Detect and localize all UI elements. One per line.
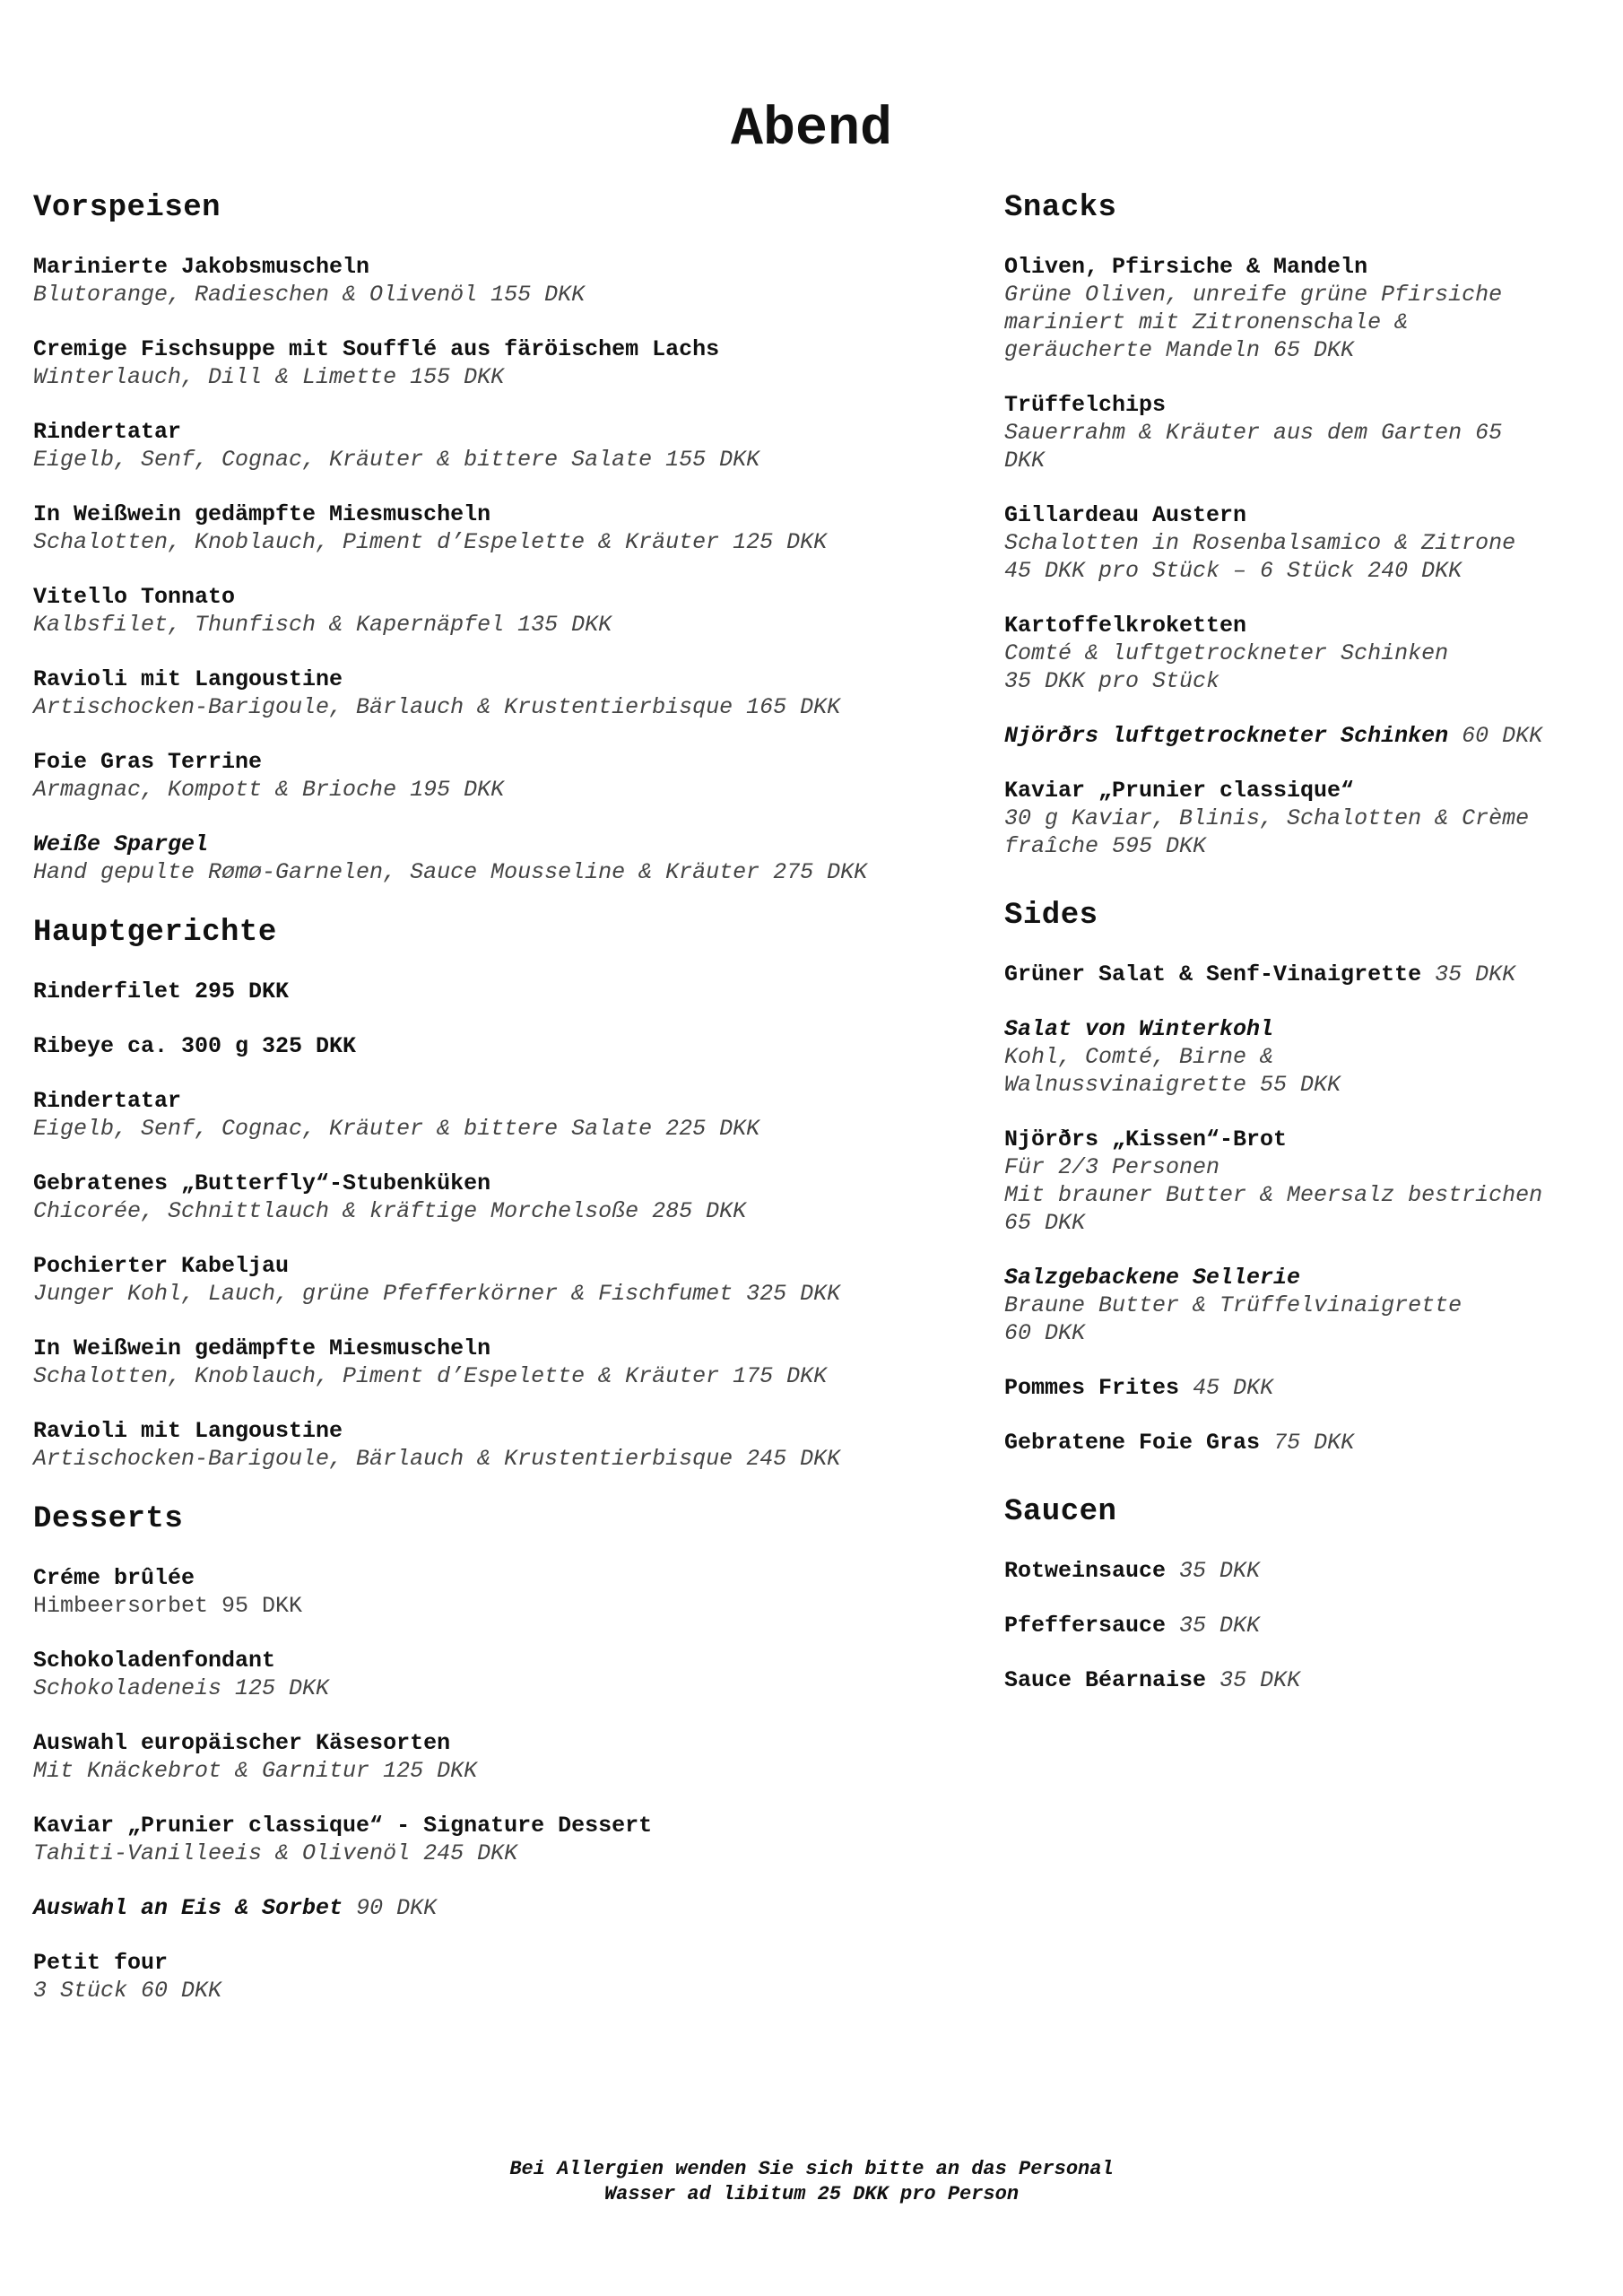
menu-item: [1004, 612, 1623, 695]
item-name: Foie Gras Terrine: [33, 749, 263, 775]
menu-item: [1004, 1666, 1623, 1694]
item-desc: Junger Kohl, Lauch, grüne Pfefferkörner & Fischfumet 325 DKK: [33, 1281, 841, 1307]
item-desc: Eigelb, Senf, Cognac, Kräuter & bittere Salate 155 DKK: [33, 447, 760, 473]
desc-line: Sauerrahm & Kräuter aus dem Garten 65: [1004, 420, 1503, 446]
item-desc: [1004, 529, 1623, 585]
item-desc: Armagnac, Kompott & Brioche 195 DKK: [33, 777, 505, 803]
item-name: Vitello Tonnato: [33, 584, 236, 610]
menu-item: [1004, 1126, 1623, 1237]
menu-item: [1004, 1429, 1623, 1457]
item-price: 60 DKK: [1462, 723, 1543, 749]
item-name: Njörðrs „Kissen“-Brot: [1004, 1126, 1288, 1152]
desc-line: Braune Butter & Trüffelvinaigrette: [1004, 1292, 1462, 1318]
item-desc: Kalbsfilet, Thunfisch & Kapernäpfel 135 DKK: [33, 612, 612, 638]
menu-item: [33, 500, 984, 556]
allergy-note: Bei Allergien wenden Sie sich bitte an das Personal: [509, 2158, 1114, 2180]
section-vorspeisen: [33, 188, 984, 886]
item-name: Gebratenes „Butterfly“-Stubenküken: [33, 1170, 491, 1196]
desc-line: Für 2/3 Personen: [1004, 1154, 1220, 1180]
menu-item: [33, 748, 984, 804]
item-name: Créme brûlée: [33, 1565, 195, 1591]
item-price: 90 DKK: [356, 1895, 438, 1921]
menu-item: [33, 1647, 984, 1702]
item-name: Gillardeau Austern: [1004, 502, 1247, 528]
water-note: Wasser ad libitum 25 DKK pro Person: [603, 2183, 1020, 2205]
item-price: 35 DKK: [1435, 961, 1516, 987]
section-title: Snacks: [1004, 191, 1117, 225]
item-name: Grüner Salat & Senf-Vinaigrette: [1004, 961, 1422, 987]
item-name: Kaviar „Prunier classique“ - Signature Dessert: [33, 1813, 653, 1839]
item-name: Marinierte Jakobsmuscheln: [33, 254, 370, 280]
menu-item: [33, 1949, 984, 2005]
item-price: 75 DKK: [1273, 1430, 1355, 1456]
item-desc: Artischocken-Barigoule, Bärlauch & Krustentierbisque 165 DKK: [33, 694, 841, 720]
section-title: Desserts: [33, 1502, 184, 1536]
menu-item: [33, 1729, 984, 1785]
item-name: Rindertatar: [33, 1088, 182, 1114]
item-name: Rindertatar: [33, 419, 182, 445]
desc-line: Kohl, Comté, Birne &: [1004, 1044, 1274, 1070]
menu-item: [1004, 722, 1623, 750]
item-name: Petit four: [33, 1950, 169, 1976]
menu-item: [1004, 1557, 1623, 1585]
menu-item: [33, 253, 984, 309]
item-desc: Tahiti-Vanilleeis & Olivenöl 245 DKK: [33, 1840, 518, 1866]
menu-item: [33, 1417, 984, 1473]
section-title: Sides: [1004, 899, 1098, 933]
section-saucen: [1004, 1492, 1623, 1694]
item-name: Ravioli mit Langoustine: [33, 1418, 343, 1444]
desc-line: 35 DKK pro Stück: [1004, 668, 1220, 694]
item-name: Kartoffelkroketten: [1004, 613, 1247, 639]
item-name: Cremige Fischsuppe mit Soufflé aus färöischem Lachs: [33, 336, 720, 362]
item-desc: [1004, 1153, 1623, 1237]
item-desc: 3 Stück 60 DKK: [33, 1978, 222, 2004]
item-name: Auswahl europäischer Käsesorten: [33, 1730, 451, 1756]
desc-line: Mit brauner Butter & Meersalz bestrichen: [1004, 1182, 1543, 1208]
menu-item: [33, 1170, 984, 1225]
menu-item: [33, 1812, 984, 1867]
section-title: Saucen: [1004, 1495, 1117, 1529]
section-sides: [1004, 896, 1623, 1457]
item-name: Sauce Béarnaise: [1004, 1667, 1207, 1693]
desc-line: geräucherte Mandeln 65 DKK: [1004, 337, 1355, 363]
menu-item: [33, 1564, 984, 1620]
menu-item: [1004, 501, 1623, 585]
desc-line: 45 DKK pro Stück – 6 Stück 240 DKK: [1004, 558, 1462, 584]
left-column: [33, 188, 984, 2031]
desc-line: fraîche 595 DKK: [1004, 833, 1207, 859]
item-name: Ravioli mit Langoustine: [33, 666, 343, 692]
item-desc: [1004, 419, 1623, 474]
item-name: Salzgebackene Sellerie: [1004, 1265, 1301, 1291]
menu-item: [33, 1087, 984, 1143]
item-price: 35 DKK: [1179, 1613, 1261, 1639]
item-desc: [1004, 281, 1623, 364]
desc-line: 60 DKK: [1004, 1320, 1086, 1346]
item-desc: Blutorange, Radieschen & Olivenöl 155 DKK: [33, 282, 586, 308]
menu-item: [33, 665, 984, 721]
section-snacks: [1004, 188, 1623, 860]
menu-item: [33, 1894, 984, 1922]
item-desc: [1004, 639, 1623, 695]
item-name: Weiße Spargel: [33, 831, 209, 857]
item-name: Salat von Winterkohl: [1004, 1016, 1274, 1042]
item-name: In Weißwein gedämpfte Miesmuscheln: [33, 501, 491, 527]
item-desc: [1004, 804, 1623, 860]
footer-note: [0, 2157, 1623, 2207]
item-name: Pfeffersauce: [1004, 1613, 1167, 1639]
item-name: Rinderfilet 295 DKK: [33, 978, 290, 1004]
item-name: Oliven, Pfirsiche & Mandeln: [1004, 254, 1368, 280]
item-name: Trüffelchips: [1004, 392, 1167, 418]
desc-line: 65 DKK: [1004, 1210, 1086, 1236]
menu-item: [1004, 1612, 1623, 1639]
desc-line: Grüne Oliven, unreife grüne Pfirsiche: [1004, 282, 1503, 308]
item-name: Pochierter Kabeljau: [33, 1253, 290, 1279]
menu-item: [33, 1252, 984, 1308]
menu-item: [33, 831, 984, 886]
menu-item: [1004, 777, 1623, 860]
item-name: Rotweinsauce: [1004, 1558, 1167, 1584]
item-desc: Eigelb, Senf, Cognac, Kräuter & bittere Salate 225 DKK: [33, 1116, 760, 1142]
item-name: Kaviar „Prunier classique“: [1004, 778, 1355, 804]
item-desc: Mit Knäckebrot & Garnitur 125 DKK: [33, 1758, 478, 1784]
item-name: Schokoladenfondant: [33, 1648, 276, 1674]
item-desc: Winterlauch, Dill & Limette 155 DKK: [33, 364, 505, 390]
item-name: Ribeye ca. 300 g 325 DKK: [33, 1033, 357, 1059]
desc-line: Walnussvinaigrette 55 DKK: [1004, 1072, 1341, 1098]
item-desc: [1004, 1043, 1623, 1099]
menu-item: [33, 418, 984, 474]
desc-line: DKK: [1004, 448, 1046, 474]
menu-item: [33, 1335, 984, 1390]
item-price: 35 DKK: [1219, 1667, 1301, 1693]
item-desc: Hand gepulte Rømø-Garnelen, Sauce Mousseline & Kräuter 275 DKK: [33, 859, 868, 885]
menu-item: [1004, 961, 1623, 988]
item-name: Pommes Frites: [1004, 1375, 1180, 1401]
menu-item: [33, 335, 984, 391]
menu-item: [1004, 253, 1623, 364]
item-desc: Schalotten, Knoblauch, Piment d’Espelette & Kräuter 125 DKK: [33, 529, 828, 555]
menu-item: [33, 1032, 984, 1060]
menu-item: [33, 978, 984, 1005]
item-name: Njörðrs luftgetrockneter Schinken: [1004, 723, 1449, 749]
section-title: Hauptgerichte: [33, 916, 277, 950]
menu-item: [1004, 1264, 1623, 1347]
section-hauptgerichte: [33, 913, 984, 1473]
item-desc: Himbeersorbet 95 DKK: [33, 1593, 303, 1619]
menu-item: [1004, 391, 1623, 474]
section-title: Vorspeisen: [33, 191, 221, 225]
item-desc: [1004, 1292, 1623, 1347]
desc-line: mariniert mit Zitronenschale &: [1004, 309, 1409, 335]
item-desc: Schokoladeneis 125 DKK: [33, 1675, 330, 1701]
item-name: In Weißwein gedämpfte Miesmuscheln: [33, 1335, 491, 1361]
item-name: Auswahl an Eis & Sorbet: [33, 1895, 343, 1921]
menu-item: [33, 583, 984, 639]
section-desserts: [33, 1500, 984, 2005]
desc-line: Comté & luftgetrockneter Schinken: [1004, 640, 1449, 666]
item-desc: Schalotten, Knoblauch, Piment d’Espelette & Kräuter 175 DKK: [33, 1363, 828, 1389]
page-title: Abend: [730, 100, 893, 161]
item-name: Gebratene Foie Gras: [1004, 1430, 1261, 1456]
item-price: 35 DKK: [1179, 1558, 1261, 1584]
item-desc: Chicorée, Schnittlauch & kräftige Morchelsoße 285 DKK: [33, 1198, 747, 1224]
menu-item: [1004, 1374, 1623, 1402]
desc-line: Schalotten in Rosenbalsamico & Zitrone: [1004, 530, 1516, 556]
menu-item: [1004, 1015, 1623, 1099]
desc-line: 30 g Kaviar, Blinis, Schalotten & Crème: [1004, 805, 1530, 831]
item-desc: Artischocken-Barigoule, Bärlauch & Krustentierbisque 245 DKK: [33, 1446, 841, 1472]
right-column: [1004, 188, 1623, 1721]
item-price: 45 DKK: [1193, 1375, 1274, 1401]
